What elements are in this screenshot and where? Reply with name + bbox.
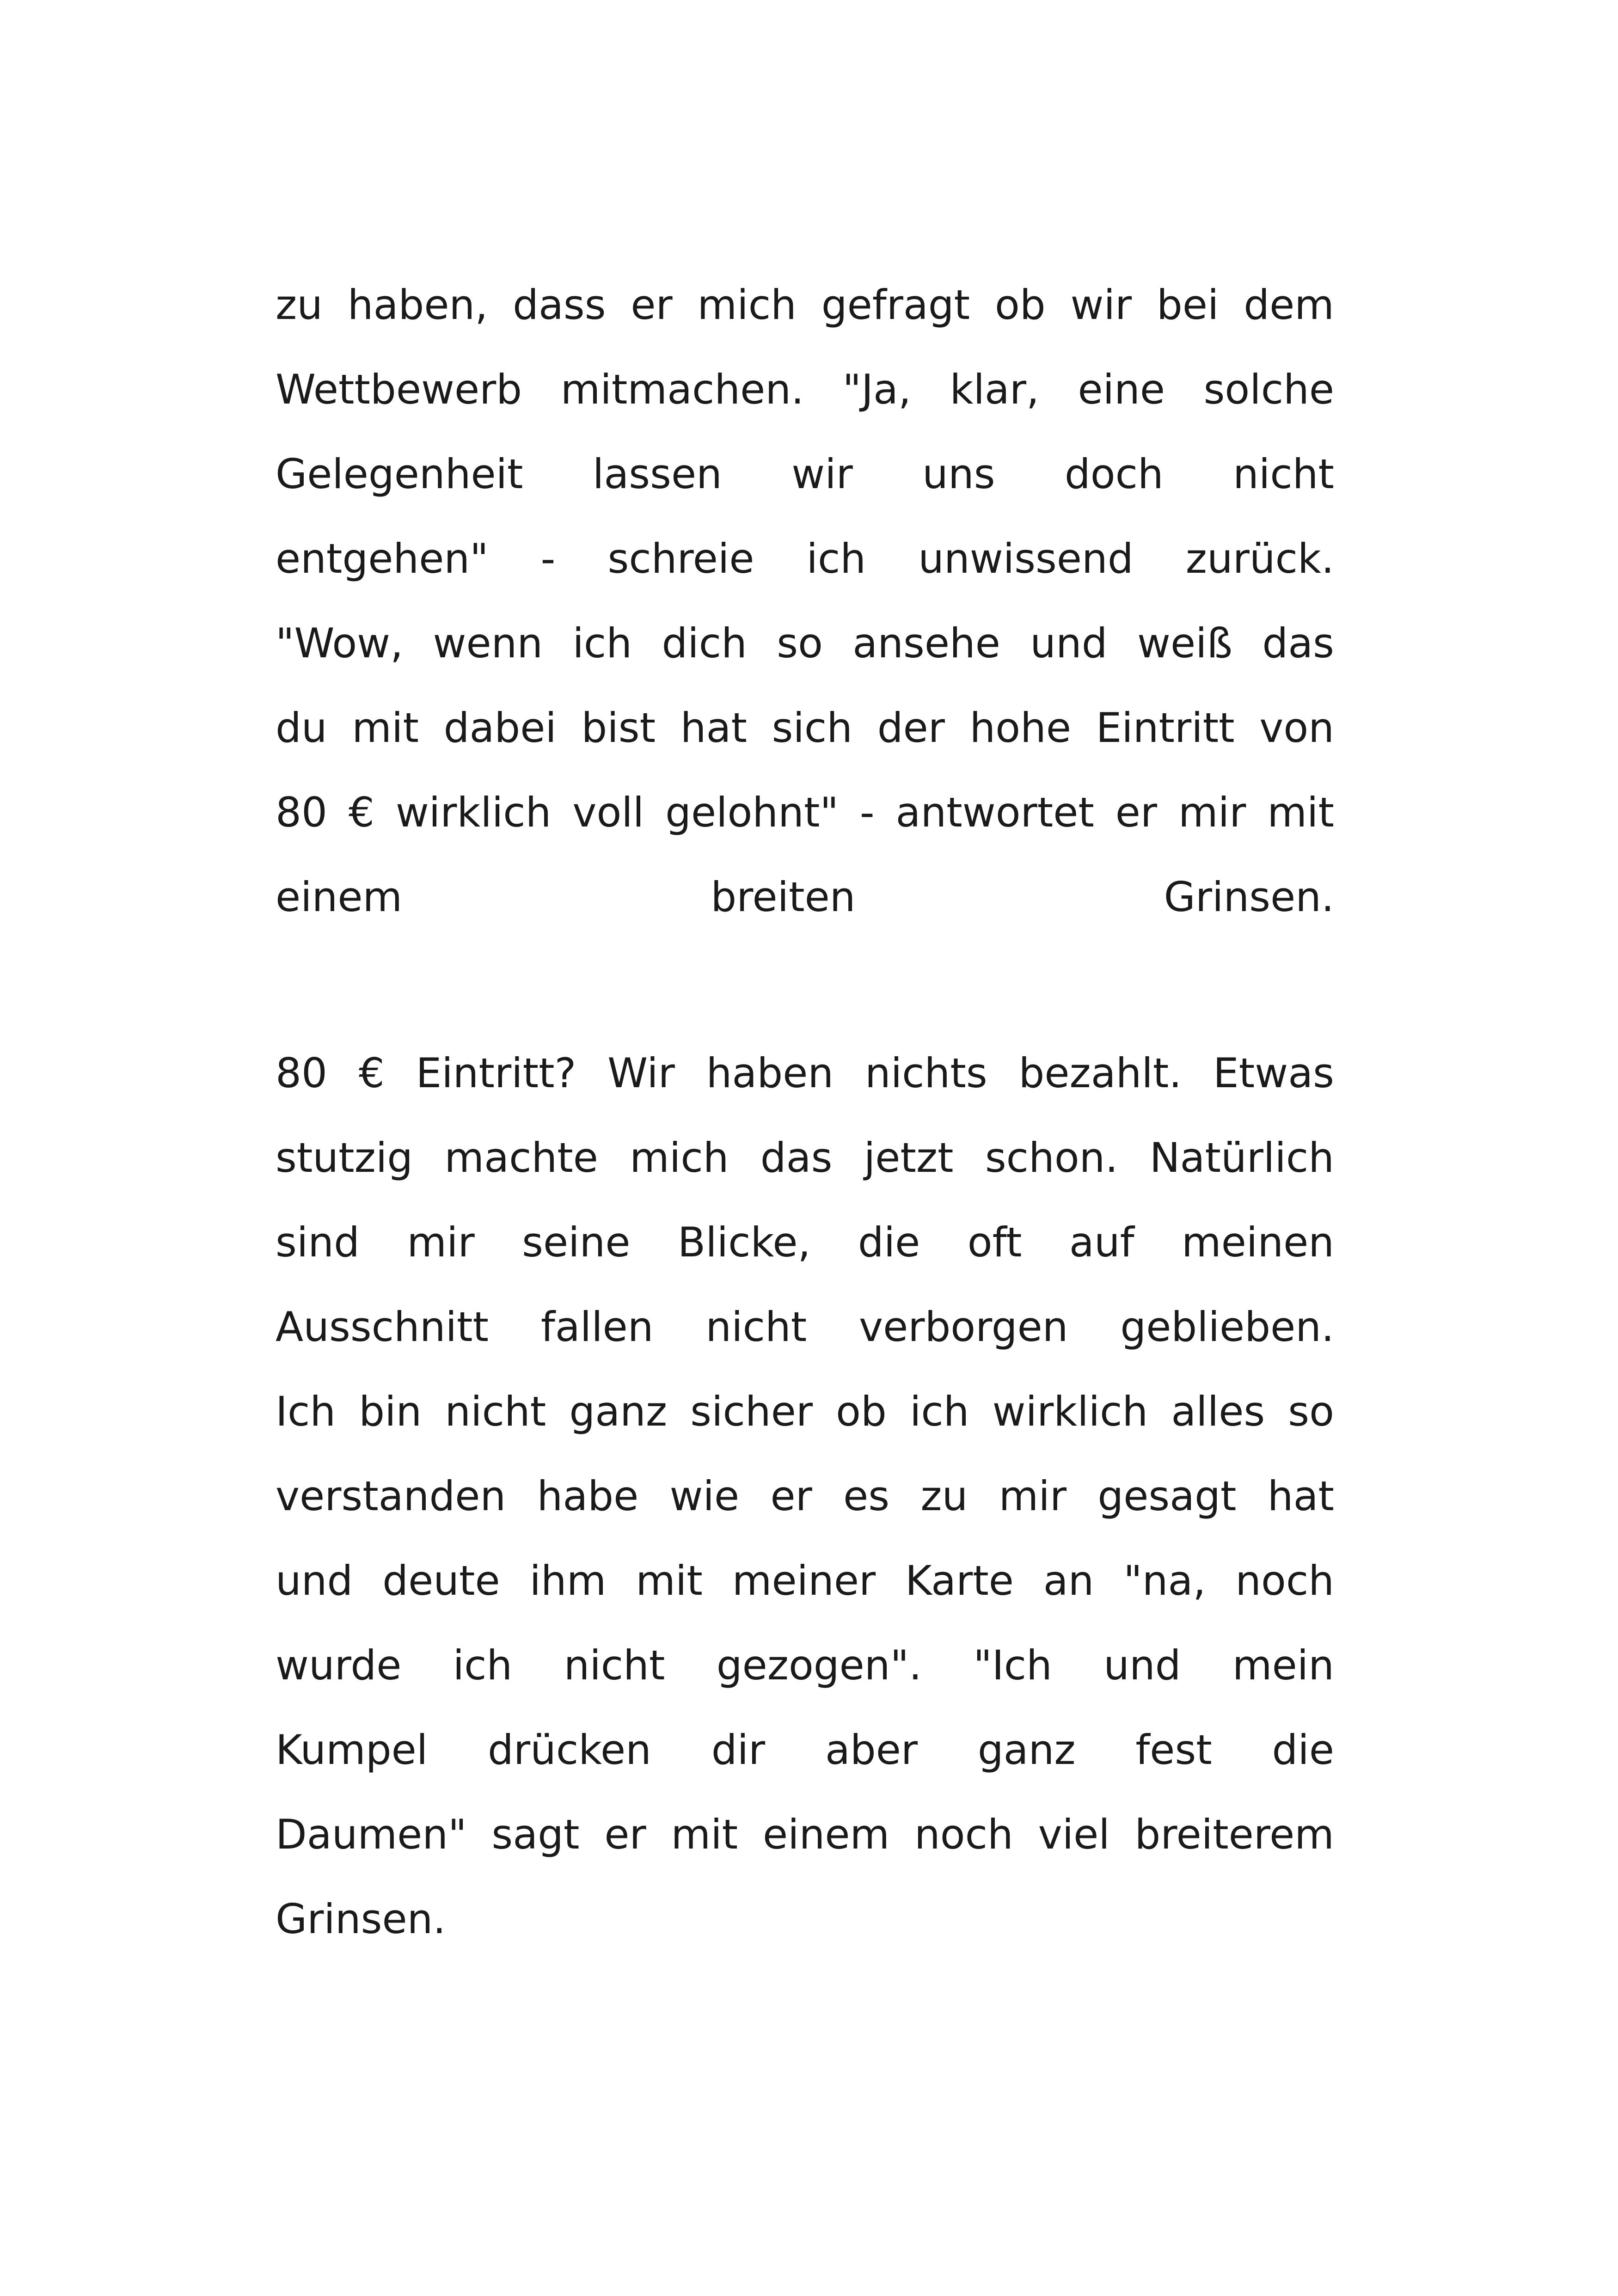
paragraph-2-line-6: verstanden habe wie er es zu mir gesagt hat [276, 1472, 1334, 1520]
paragraph-2-line-10: Daumen" sagt er mit einem noch viel breiterem [276, 1811, 1334, 1858]
paragraph-2-line-7: und deute ihm mit meiner Karte an "na, noch [276, 1557, 1334, 1604]
paragraph-2-line-4: Ausschnitt fallen nicht verborgen geblieben. [276, 1303, 1334, 1351]
paragraph-1-line-4: entgehen" - schreie ich unwissend zurück. [276, 535, 1334, 582]
paragraph-1-line-3: Gelegenheit lassen wir uns doch nicht [276, 450, 1334, 498]
paragraph-2-line-1: 80 € Eintritt? Wir haben nichts bezahlt. Etwas [276, 1049, 1334, 1097]
paragraph-1-line-7: 80 € wirklich voll gelohnt" - antwortet er mir mit [276, 789, 1334, 836]
paragraph-2-line-2: stutzig machte mich das jetzt schon. Natürlich [276, 1134, 1334, 1182]
paragraph-2-line-5: Ich bin nicht ganz sicher ob ich wirklich alles so [276, 1388, 1334, 1435]
paragraph-1-line-5: "Wow, wenn ich dich so ansehe und weiß das [276, 619, 1334, 667]
paragraph-1-line-6: du mit dabei bist hat sich der hohe Eintritt von [276, 704, 1334, 752]
paragraph-1-line-1: zu haben, dass er mich gefragt ob wir bei dem [276, 281, 1334, 329]
paragraph-2-line-11: Grinsen. [276, 1895, 446, 1943]
paragraph-1-line-2: Wettbewerb mitmachen. "Ja, klar, eine solche [276, 366, 1334, 413]
paragraph-2-line-8: wurde ich nicht gezogen". "Ich und mein [276, 1641, 1334, 1689]
paragraph-2-line-9: Kumpel drücken dir aber ganz fest die [276, 1726, 1334, 1774]
paragraph-1-line-8: einem breiten Grinsen. [276, 873, 1334, 921]
paragraph-2-line-3: sind mir seine Blicke, die oft auf meinen [276, 1218, 1334, 1266]
